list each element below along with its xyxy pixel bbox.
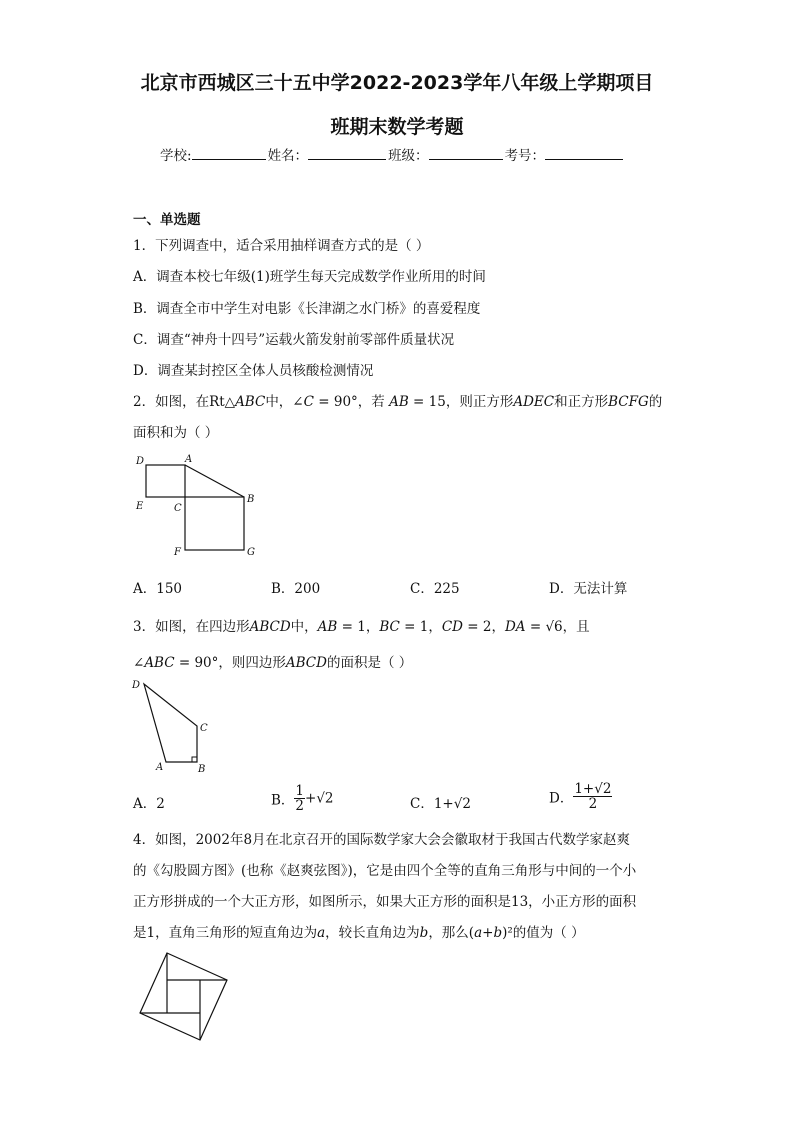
q4-zhaoshuang-figure (130, 950, 230, 1042)
school-blank[interactable] (192, 146, 266, 160)
quadrilateral-abcd (144, 684, 197, 762)
q2-stem-line2: 面积和为（ ） (133, 425, 219, 441)
q1-option-b: B．调查全市中学生对电影《长津湖之水门桥》的喜爱程度 (133, 301, 481, 317)
q4-stem-line2: 的《勾股圆方图》(也称《赵爽弦图》)，它是由四个全等的直角三角形与中间的一个小 (133, 863, 637, 879)
q3-option-a: A．2 (133, 796, 165, 812)
q1-stem: 1．下列调查中，适合采用抽样调查方式的是（ ） (133, 238, 430, 254)
name-blank[interactable] (308, 146, 386, 160)
q1-option-c: C．调查“神舟十四号”运载火箭发射前零部件质量状况 (133, 332, 455, 348)
exam-title-line1: 北京市西城区三十五中学2022-2023学年八年级上学期项目 (140, 72, 654, 94)
q4-stem-line1: 4．如图，2002年8月在北京召开的国际数学家大会会徽取材于我国古代数学家赵爽 (133, 832, 631, 848)
q2-option-b: B．200 (271, 581, 321, 597)
q3-option-d: D． $\frac{1+√2}{2}$ (549, 781, 612, 813)
school-label: 学校: (160, 148, 192, 164)
section-heading: 一、单选题 (133, 212, 201, 228)
exam-title-line2: 班期末数学考题 (330, 116, 464, 138)
q2-figure (130, 450, 270, 565)
label-b: B (198, 764, 206, 775)
label-f: F (174, 547, 181, 558)
q4-stem-line4: 是1，直角三角形的短直角边为a，较长直角边为b，那么(a+b)²的值为（ ） (133, 925, 585, 941)
exam-no-blank[interactable] (545, 146, 623, 160)
big-square (140, 953, 227, 1040)
q3-figure (130, 676, 220, 776)
q4-stem-line3: 正方形拼成的一个大正方形，如图所示，如果大正方形的面积是13，小正方形的面积 (133, 894, 637, 910)
q1-option-a: A．调查本校七年级(1)班学生每天完成数学作业所用的时间 (133, 269, 486, 285)
label-a: A (156, 762, 164, 773)
class-blank[interactable] (429, 146, 503, 160)
exam-no-label: 考号： (504, 148, 546, 164)
square-adec (146, 465, 185, 497)
q1-option-d: D．调查某封控区全体人员核酸检测情况 (133, 363, 374, 379)
right-angle-mark (192, 757, 197, 762)
hypotenuse-ab (185, 465, 244, 497)
q3-option-b: B． $\frac{1}{2}$ +√2 (271, 783, 334, 815)
q2-option-d: D．无法计算 (549, 581, 628, 597)
q2-option-a: A．150 (133, 581, 183, 597)
label-e: E (136, 501, 144, 512)
label-c: C (200, 723, 208, 734)
label-d: D (132, 680, 141, 691)
label-b: B (247, 494, 255, 505)
square-bcfg (185, 497, 244, 550)
name-label: 姓名： (267, 148, 309, 164)
student-info-row (160, 144, 625, 164)
q3-stem-line2: ∠ABC = 90°，则四边形ABCD的面积是（ ） (133, 655, 413, 671)
label-g: G (247, 547, 255, 558)
label-a: A (185, 454, 193, 465)
q3-option-c: C．1+√2 (410, 796, 471, 812)
q3-stem: 3．如图，在四边形ABCD中，AB = 1，BC = 1，CD = 2，DA = √6，且 (133, 619, 590, 635)
q2-option-c: C．225 (410, 581, 460, 597)
label-d: D (136, 456, 145, 467)
class-label: 班级： (388, 148, 429, 164)
q2-stem: 2．如图，在Rt△ABC中，∠C = 90°，若 AB = 15，则正方形ADEC和正方形BCFG的 (133, 394, 663, 410)
label-c: C (174, 503, 182, 514)
